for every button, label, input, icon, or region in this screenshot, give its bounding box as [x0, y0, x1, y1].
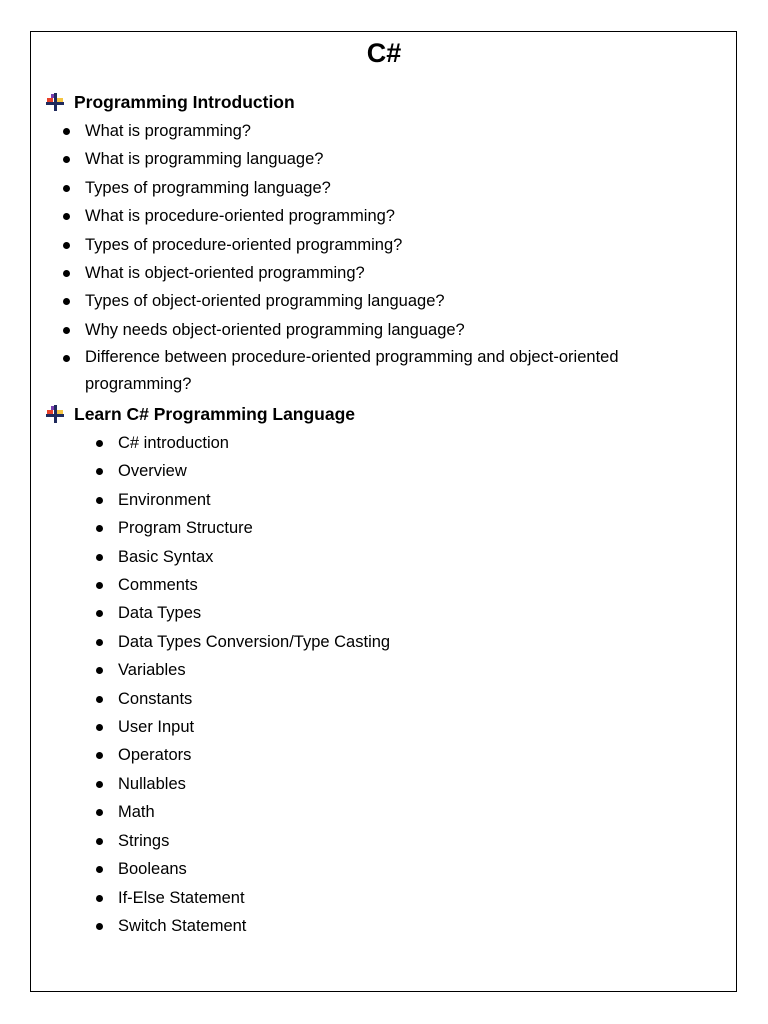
bullet-icon — [63, 270, 70, 277]
document-title: C# — [366, 38, 402, 68]
bullet-icon — [96, 554, 103, 561]
list-item: What is programming language? — [63, 145, 723, 173]
bullet-icon — [96, 582, 103, 589]
bullet-icon — [96, 639, 103, 646]
list-item: Types of object-oriented programming language? — [63, 287, 723, 315]
list-item: Operators — [96, 741, 696, 769]
section-heading-learn-csharp — [46, 402, 355, 426]
bullet-icon — [96, 468, 103, 475]
bullet-icon — [63, 298, 70, 305]
bullet-icon — [96, 895, 103, 902]
list-item: Variables — [96, 656, 696, 684]
section-heading-label: Learn C# Programming Language — [74, 404, 356, 424]
bullet-icon — [63, 128, 70, 135]
bullet-icon — [96, 724, 103, 731]
learn-csharp-list — [96, 429, 696, 940]
bullet-icon — [63, 213, 70, 220]
bullet-icon — [63, 355, 70, 362]
section-heading-label: Programming Introduction — [74, 92, 295, 112]
bullet-icon — [96, 610, 103, 617]
bullet-icon — [96, 696, 103, 703]
bullet-icon — [96, 838, 103, 845]
list-item: Data Types — [96, 599, 696, 627]
list-item: Basic Syntax — [96, 543, 696, 571]
bullet-icon — [96, 497, 103, 504]
bullet-icon — [63, 185, 70, 192]
list-item: What is object-oriented programming? — [63, 259, 723, 287]
bullet-icon — [63, 242, 70, 249]
bullet-icon — [96, 866, 103, 873]
list-item: C# introduction — [96, 429, 696, 457]
list-item: Booleans — [96, 855, 696, 883]
list-item: Difference between procedure-oriented programming and object-oriented programming? — [63, 344, 723, 398]
pushpin-bullet-icon — [46, 93, 64, 111]
pushpin-bullet-icon — [46, 405, 64, 423]
bullet-icon — [96, 667, 103, 674]
list-item: Environment — [96, 486, 696, 514]
bullet-icon — [96, 752, 103, 759]
list-item: User Input — [96, 713, 696, 741]
list-item: Nullables — [96, 770, 696, 798]
list-item: Types of programming language? — [63, 174, 723, 202]
list-item: Overview — [96, 457, 696, 485]
list-item: Comments — [96, 571, 696, 599]
list-item: Program Structure — [96, 514, 696, 542]
list-item: If-Else Statement — [96, 884, 696, 912]
section-heading-programming-introduction — [46, 90, 295, 114]
bullet-icon — [96, 781, 103, 788]
bullet-icon — [63, 327, 70, 334]
list-item: Strings — [96, 827, 696, 855]
list-item: Data Types Conversion/Type Casting — [96, 628, 696, 656]
programming-introduction-list — [63, 117, 723, 398]
list-item: Why needs object-oriented programming language? — [63, 316, 723, 344]
bullet-icon — [63, 156, 70, 163]
bullet-icon — [96, 809, 103, 816]
list-item: Math — [96, 798, 696, 826]
bullet-icon — [96, 525, 103, 532]
list-item: Switch Statement — [96, 912, 696, 940]
bullet-icon — [96, 440, 103, 447]
list-item: What is procedure-oriented programming? — [63, 202, 723, 230]
list-item: Types of procedure-oriented programming? — [63, 231, 723, 259]
list-item: What is programming? — [63, 117, 723, 145]
list-item: Constants — [96, 685, 696, 713]
bullet-icon — [96, 923, 103, 930]
